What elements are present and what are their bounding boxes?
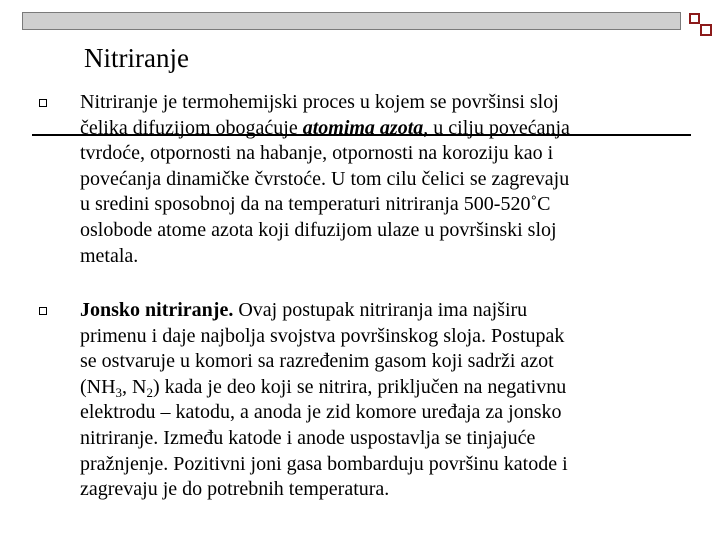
bullet-square-icon [39, 307, 47, 315]
subscript: 3 [115, 384, 123, 400]
text-line: oslobode atome azota koji difuzijom ulaze u površinski sloj [80, 218, 557, 241]
bold-lead: Jonsko nitriranje. [80, 299, 234, 321]
text-segment: , N [122, 375, 147, 398]
emphasized-term: atomima azota [302, 116, 424, 139]
text-line [80, 375, 690, 401]
divider-line [32, 134, 691, 136]
bullet-square-icon [39, 99, 47, 107]
text-line: primenu i daje najbolja svojstva površinskog sloja. Postupak [80, 324, 565, 347]
title-bar-decoration [22, 12, 681, 30]
corner-square-decoration [700, 24, 712, 36]
text-line: se ostvaruje u komori sa razređenim gasom koji sadrži azot [80, 350, 554, 373]
text-segment: (NH [80, 375, 116, 398]
text-line: tvrdoće, otpornosti na habanje, otpornosti na koroziju kao i [80, 142, 554, 165]
text-line: elektrodu – katodu, a anoda je zid komore uređaja za jonsko [80, 401, 562, 424]
text-line: nitriranje. Između katode i anode uspostavlja se tinjajuće [80, 426, 536, 449]
text-segment: Ovaj postupak nitriranja ima najširu [233, 299, 528, 321]
text-line: u sredini sposobnoj da na temperaturi nitriranja 500-520˚C [80, 193, 551, 216]
bullet-paragraph-1 [80, 90, 690, 269]
bullet-paragraph-2 [80, 298, 690, 503]
text-segment: ) kada je deo koji se nitrira, priključen na negativnu [153, 375, 567, 398]
text-segment: čelika difuzijom obogaćuje [80, 116, 303, 139]
subscript: 2 [146, 384, 153, 400]
text-line: metala. [80, 244, 139, 267]
slide-title: Nitriranje [84, 43, 189, 73]
text-line: pražnjenje. Pozitivni joni gasa bombarduju površinu katode i [80, 452, 568, 475]
text-segment: , u cilju povećanja [423, 116, 570, 139]
corner-square-decoration [689, 13, 700, 24]
text-line [80, 116, 690, 142]
text-line: zagrevaju je do potrebnih temperatura. [80, 478, 390, 501]
text-line: povećanja dinamičke čvrstoće. U tom cilu čelici se zagrevaju [80, 167, 570, 190]
text-line [80, 298, 690, 324]
text-line: Nitriranje je termohemijski proces u kojem se površinsi sloj [80, 91, 559, 113]
